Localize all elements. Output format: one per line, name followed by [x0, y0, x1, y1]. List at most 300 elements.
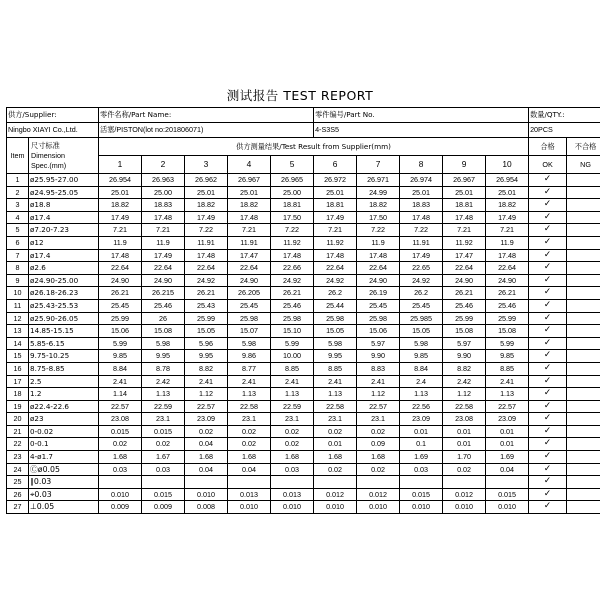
row-value-5: 24.92	[271, 274, 314, 287]
row-value-4: 25.01	[228, 186, 271, 199]
row-ok-check: ✓	[529, 476, 567, 489]
row-value-4: 0.02	[228, 425, 271, 438]
row-value-1: 8.84	[99, 362, 142, 375]
row-value-2	[142, 476, 185, 489]
header-col-10: 10	[486, 156, 529, 174]
row-value-7: 0.012	[357, 488, 400, 501]
row-value-2: 5.98	[142, 337, 185, 350]
row-value-7: 17.48	[357, 249, 400, 262]
row-spec: 2.5	[29, 375, 99, 388]
header-ok-line1: 合格	[529, 138, 567, 156]
row-value-9: 17.47	[443, 249, 486, 262]
row-value-7: 0.02	[357, 425, 400, 438]
row-spec: ⊥0.05	[29, 501, 99, 514]
row-value-6: 11.92	[314, 236, 357, 249]
row-value-10: 24.90	[486, 274, 529, 287]
row-value-4: 18.82	[228, 199, 271, 212]
row-value-4: 26.205	[228, 287, 271, 300]
table-row	[7, 337, 600, 350]
row-value-5: 17.50	[271, 211, 314, 224]
row-ng-cell	[567, 362, 600, 375]
header-row-group	[7, 138, 600, 156]
row-value-1: 9.85	[99, 350, 142, 363]
row-ng-cell	[567, 236, 600, 249]
row-value-1: 15.06	[99, 325, 142, 338]
row-ng-cell	[567, 451, 600, 464]
row-value-3: 2.41	[185, 375, 228, 388]
row-value-10: 23.09	[486, 413, 529, 426]
row-spec: 5.85-6.15	[29, 337, 99, 350]
row-spec: ø24.95-25.05	[29, 186, 99, 199]
row-value-3: 8.82	[185, 362, 228, 375]
row-value-8: 0.01	[400, 425, 443, 438]
row-value-2: 26.963	[142, 174, 185, 187]
row-value-9: 1.70	[443, 451, 486, 464]
row-value-10: 5.99	[486, 337, 529, 350]
row-value-2: 0.015	[142, 488, 185, 501]
row-value-7: 25.45	[357, 299, 400, 312]
row-value-8: 26.974	[400, 174, 443, 187]
row-value-8: 25.985	[400, 312, 443, 325]
row-value-10: 11.9	[486, 236, 529, 249]
row-value-8: 0.015	[400, 488, 443, 501]
row-value-4: 22.64	[228, 262, 271, 275]
table-row	[7, 274, 600, 287]
row-ng-cell	[567, 375, 600, 388]
row-value-4: 25.98	[228, 312, 271, 325]
row-value-8: 11.91	[400, 236, 443, 249]
header-dimension-line3: Spec.(mm)	[31, 160, 67, 170]
header-col-7: 7	[357, 156, 400, 174]
row-value-5: 2.41	[271, 375, 314, 388]
row-value-3: 17.48	[185, 249, 228, 262]
row-value-10: 1.69	[486, 451, 529, 464]
row-value-6: 25.98	[314, 312, 357, 325]
row-value-7: 17.50	[357, 211, 400, 224]
table-row	[7, 463, 600, 476]
row-item: 5	[7, 224, 29, 237]
row-spec: ∥0.03	[29, 476, 99, 489]
row-value-4: 11.91	[228, 236, 271, 249]
row-value-5: 8.85	[271, 362, 314, 375]
row-value-3: 25.99	[185, 312, 228, 325]
row-value-9: 8.82	[443, 362, 486, 375]
row-value-4: 25.45	[228, 299, 271, 312]
row-ok-check: ✓	[529, 362, 567, 375]
row-value-9: 25.99	[443, 312, 486, 325]
row-value-9: 7.21	[443, 224, 486, 237]
row-spec: ø12	[29, 236, 99, 249]
row-value-8: 17.49	[400, 249, 443, 262]
row-value-8: 5.98	[400, 337, 443, 350]
header-ng-line1: 不合格	[567, 138, 600, 156]
table-row	[7, 501, 600, 514]
row-value-2: 9.95	[142, 350, 185, 363]
row-value-3: 24.92	[185, 274, 228, 287]
row-value-10: 9.85	[486, 350, 529, 363]
row-value-4: 8.77	[228, 362, 271, 375]
row-value-4: 22.58	[228, 400, 271, 413]
header-col-1: 1	[99, 156, 142, 174]
row-value-7: 0.02	[357, 463, 400, 476]
row-ng-cell	[567, 274, 600, 287]
row-item: 4	[7, 211, 29, 224]
row-value-10: 1.13	[486, 388, 529, 401]
row-value-4: 15.07	[228, 325, 271, 338]
row-value-1: 24.90	[99, 274, 142, 287]
row-item: 20	[7, 413, 29, 426]
row-value-8: 24.92	[400, 274, 443, 287]
row-value-10: 17.48	[486, 249, 529, 262]
row-ok-check: ✓	[529, 199, 567, 212]
row-spec: ø23	[29, 413, 99, 426]
row-value-6: 18.81	[314, 199, 357, 212]
row-value-8: 25.01	[400, 186, 443, 199]
row-value-4: 0.010	[228, 501, 271, 514]
row-value-1: 26.21	[99, 287, 142, 300]
qty-value: 20PCS	[529, 123, 600, 138]
row-value-9: 0.01	[443, 425, 486, 438]
row-ok-check: ✓	[529, 236, 567, 249]
row-value-6: 9.95	[314, 350, 357, 363]
row-value-7: 11.9	[357, 236, 400, 249]
table-row	[7, 299, 600, 312]
row-value-8: 15.05	[400, 325, 443, 338]
row-value-9: 0.010	[443, 501, 486, 514]
row-ok-check: ✓	[529, 463, 567, 476]
row-ng-cell	[567, 211, 600, 224]
row-value-10: 17.49	[486, 211, 529, 224]
row-ng-cell	[567, 262, 600, 275]
row-ok-check: ✓	[529, 249, 567, 262]
row-item: 3	[7, 199, 29, 212]
row-spec: ø17.4	[29, 249, 99, 262]
header-col-9: 9	[443, 156, 486, 174]
row-value-4: 0.02	[228, 438, 271, 451]
row-value-6: 1.13	[314, 388, 357, 401]
row-value-6: 0.02	[314, 425, 357, 438]
row-value-9: 15.08	[443, 325, 486, 338]
row-value-5: 23.1	[271, 413, 314, 426]
row-ok-check: ✓	[529, 438, 567, 451]
row-value-5: 10.00	[271, 350, 314, 363]
row-value-1: 2.41	[99, 375, 142, 388]
row-item: 2	[7, 186, 29, 199]
row-value-10: 0.01	[486, 438, 529, 451]
table-row	[7, 186, 600, 199]
row-value-1: 0.02	[99, 438, 142, 451]
row-ng-cell	[567, 350, 600, 363]
row-item: 23	[7, 451, 29, 464]
row-value-9	[443, 476, 486, 489]
row-value-5: 25.98	[271, 312, 314, 325]
row-value-6: 22.64	[314, 262, 357, 275]
row-ng-cell	[567, 425, 600, 438]
row-value-6: 8.85	[314, 362, 357, 375]
row-value-2: 1.67	[142, 451, 185, 464]
row-spec: ø17.4	[29, 211, 99, 224]
row-value-10: 8.85	[486, 362, 529, 375]
row-value-5: 0.013	[271, 488, 314, 501]
row-value-5: 25.46	[271, 299, 314, 312]
row-value-1: 22.64	[99, 262, 142, 275]
row-value-7: 22.64	[357, 262, 400, 275]
row-spec: 4-ø1.7	[29, 451, 99, 464]
row-spec: ø26.18-26.23	[29, 287, 99, 300]
row-value-5: 0.02	[271, 438, 314, 451]
row-value-5: 15.10	[271, 325, 314, 338]
row-value-4	[228, 476, 271, 489]
supplier-value: Ningbo XIAYI Co.,Ltd.	[7, 123, 99, 138]
row-value-10	[486, 476, 529, 489]
row-value-8: 2.4	[400, 375, 443, 388]
row-value-3: 26.962	[185, 174, 228, 187]
row-value-1: 7.21	[99, 224, 142, 237]
row-value-6: 0.02	[314, 463, 357, 476]
table-row	[7, 174, 600, 187]
row-value-3: 15.05	[185, 325, 228, 338]
table-row	[7, 325, 600, 338]
row-item: 13	[7, 325, 29, 338]
row-value-9: 0.01	[443, 438, 486, 451]
row-value-2: 17.48	[142, 211, 185, 224]
table-row	[7, 249, 600, 262]
row-value-3: 25.43	[185, 299, 228, 312]
row-item: 17	[7, 375, 29, 388]
row-value-6: 17.49	[314, 211, 357, 224]
row-value-7: 18.82	[357, 199, 400, 212]
row-ng-cell	[567, 325, 600, 338]
qty-label: 数量/QTY.:	[529, 108, 600, 123]
header-ok-line2: OK	[529, 156, 567, 174]
row-value-7: 7.22	[357, 224, 400, 237]
row-value-3: 17.49	[185, 211, 228, 224]
row-value-9: 25.01	[443, 186, 486, 199]
row-ok-check: ✓	[529, 325, 567, 338]
table-row	[7, 425, 600, 438]
row-value-1: 5.99	[99, 337, 142, 350]
header-ng-line2: NG	[567, 156, 600, 174]
row-value-4: 26.967	[228, 174, 271, 187]
row-spec: 9.75-10.25	[29, 350, 99, 363]
row-value-4: 17.47	[228, 249, 271, 262]
row-value-3: 0.04	[185, 438, 228, 451]
row-value-4: 1.68	[228, 451, 271, 464]
row-value-7: 23.1	[357, 413, 400, 426]
row-value-4: 0.013	[228, 488, 271, 501]
row-ng-cell	[567, 501, 600, 514]
row-ok-check: ✓	[529, 413, 567, 426]
row-item: 7	[7, 249, 29, 262]
row-value-3: 0.04	[185, 463, 228, 476]
table-row	[7, 488, 600, 501]
row-value-10: 0.01	[486, 425, 529, 438]
part-no-label: 零件编号/Part No.	[314, 108, 529, 123]
table-row	[7, 350, 600, 363]
row-value-5: 1.13	[271, 388, 314, 401]
row-value-5: 5.99	[271, 337, 314, 350]
row-value-10: 26.21	[486, 287, 529, 300]
row-value-4: 9.86	[228, 350, 271, 363]
part-name-label: 零件名称/Part Name:	[99, 108, 314, 123]
row-item: 27	[7, 501, 29, 514]
row-value-5	[271, 476, 314, 489]
row-value-10: 0.010	[486, 501, 529, 514]
row-ok-check: ✓	[529, 312, 567, 325]
row-value-1: 25.45	[99, 299, 142, 312]
row-value-3: 23.09	[185, 413, 228, 426]
row-value-8: 17.48	[400, 211, 443, 224]
row-value-4: 7.21	[228, 224, 271, 237]
row-value-7: 9.90	[357, 350, 400, 363]
row-value-2: 24.90	[142, 274, 185, 287]
row-value-9: 26.967	[443, 174, 486, 187]
row-spec: 1.2	[29, 388, 99, 401]
row-value-5: 26.21	[271, 287, 314, 300]
row-value-9: 22.64	[443, 262, 486, 275]
row-value-6: 25.44	[314, 299, 357, 312]
table-row	[7, 375, 600, 388]
row-value-9: 25.46	[443, 299, 486, 312]
table-row	[7, 287, 600, 300]
row-value-6: 7.21	[314, 224, 357, 237]
part-name-value: 活塞/PISTON(lot no:201806071)	[99, 123, 314, 138]
info-row-labels	[7, 108, 600, 123]
row-value-8: 7.22	[400, 224, 443, 237]
row-value-6	[314, 476, 357, 489]
row-item: 14	[7, 337, 29, 350]
row-value-6: 26.972	[314, 174, 357, 187]
row-value-3: 9.95	[185, 350, 228, 363]
row-value-6: 0.01	[314, 438, 357, 451]
row-value-2: 1.13	[142, 388, 185, 401]
row-value-5: 11.92	[271, 236, 314, 249]
row-ng-cell	[567, 186, 600, 199]
row-value-9: 1.12	[443, 388, 486, 401]
header-col-8: 8	[400, 156, 443, 174]
row-value-1: 17.49	[99, 211, 142, 224]
row-value-4: 23.1	[228, 413, 271, 426]
row-value-9: 17.48	[443, 211, 486, 224]
row-value-4: 17.48	[228, 211, 271, 224]
header-col-6: 6	[314, 156, 357, 174]
row-ok-check: ✓	[529, 451, 567, 464]
row-item: 22	[7, 438, 29, 451]
row-value-5: 22.66	[271, 262, 314, 275]
header-dimension-line2: Dimension	[31, 150, 65, 160]
row-item: 12	[7, 312, 29, 325]
row-value-10: 18.82	[486, 199, 529, 212]
row-value-10: 26.954	[486, 174, 529, 187]
row-value-9: 5.97	[443, 337, 486, 350]
row-value-10: 0.015	[486, 488, 529, 501]
row-value-5: 1.68	[271, 451, 314, 464]
row-item: 15	[7, 350, 29, 363]
row-value-5: 0.03	[271, 463, 314, 476]
row-value-6: 15.05	[314, 325, 357, 338]
row-item: 8	[7, 262, 29, 275]
row-value-4: 0.04	[228, 463, 271, 476]
row-value-6: 2.41	[314, 375, 357, 388]
row-value-1: 26.954	[99, 174, 142, 187]
row-value-2: 17.49	[142, 249, 185, 262]
row-value-10: 2.41	[486, 375, 529, 388]
table-row	[7, 224, 600, 237]
row-spec: ø24.90-25.00	[29, 274, 99, 287]
row-value-5: 18.81	[271, 199, 314, 212]
row-spec: ø22.4-22.6	[29, 400, 99, 413]
row-ng-cell	[567, 199, 600, 212]
row-value-1: 0.010	[99, 488, 142, 501]
header-result-group: 供方测量结果/Test Result from Supplier(mm)	[99, 138, 529, 156]
row-value-7	[357, 476, 400, 489]
table-row	[7, 451, 600, 464]
row-value-8: 1.69	[400, 451, 443, 464]
row-value-5: 17.48	[271, 249, 314, 262]
row-spec: 0-0.02	[29, 425, 99, 438]
row-ok-check: ✓	[529, 224, 567, 237]
row-value-7: 1.68	[357, 451, 400, 464]
row-spec: ø7.20-7.23	[29, 224, 99, 237]
row-value-4: 5.98	[228, 337, 271, 350]
row-spec: ø18.8	[29, 199, 99, 212]
row-value-10: 22.64	[486, 262, 529, 275]
row-value-9: 26.21	[443, 287, 486, 300]
row-value-10: 25.99	[486, 312, 529, 325]
row-value-2: 0.02	[142, 438, 185, 451]
header-col-3: 3	[185, 156, 228, 174]
row-spec: 14.85-15.15	[29, 325, 99, 338]
row-value-10: 25.01	[486, 186, 529, 199]
row-value-1: 18.82	[99, 199, 142, 212]
row-ng-cell	[567, 388, 600, 401]
row-value-4: 24.90	[228, 274, 271, 287]
row-value-1: 1.68	[99, 451, 142, 464]
row-spec: ø2.6	[29, 262, 99, 275]
row-value-10: 0.04	[486, 463, 529, 476]
row-value-3: 0.010	[185, 488, 228, 501]
row-value-4: 2.41	[228, 375, 271, 388]
row-value-1: 22.57	[99, 400, 142, 413]
row-value-9: 24.90	[443, 274, 486, 287]
row-value-7: 22.57	[357, 400, 400, 413]
row-value-6: 26.2	[314, 287, 357, 300]
row-value-3: 11.91	[185, 236, 228, 249]
row-spec: Ⓒø0.05	[29, 463, 99, 476]
row-value-9: 0.012	[443, 488, 486, 501]
row-ok-check: ✓	[529, 337, 567, 350]
header-dimension	[29, 138, 99, 174]
row-value-2: 26.215	[142, 287, 185, 300]
row-value-3: 1.68	[185, 451, 228, 464]
row-value-7: 25.98	[357, 312, 400, 325]
row-value-2: 25.46	[142, 299, 185, 312]
report-table	[6, 107, 600, 514]
row-spec: ø25.95-27.00	[29, 174, 99, 187]
row-value-9: 9.90	[443, 350, 486, 363]
row-value-7: 1.12	[357, 388, 400, 401]
row-item: 9	[7, 274, 29, 287]
row-value-6: 17.48	[314, 249, 357, 262]
row-value-8: 22.56	[400, 400, 443, 413]
row-value-3	[185, 476, 228, 489]
row-value-2: 0.009	[142, 501, 185, 514]
row-value-7: 26.19	[357, 287, 400, 300]
row-value-9: 11.92	[443, 236, 486, 249]
row-value-2: 22.64	[142, 262, 185, 275]
table-row	[7, 388, 600, 401]
row-item: 16	[7, 362, 29, 375]
